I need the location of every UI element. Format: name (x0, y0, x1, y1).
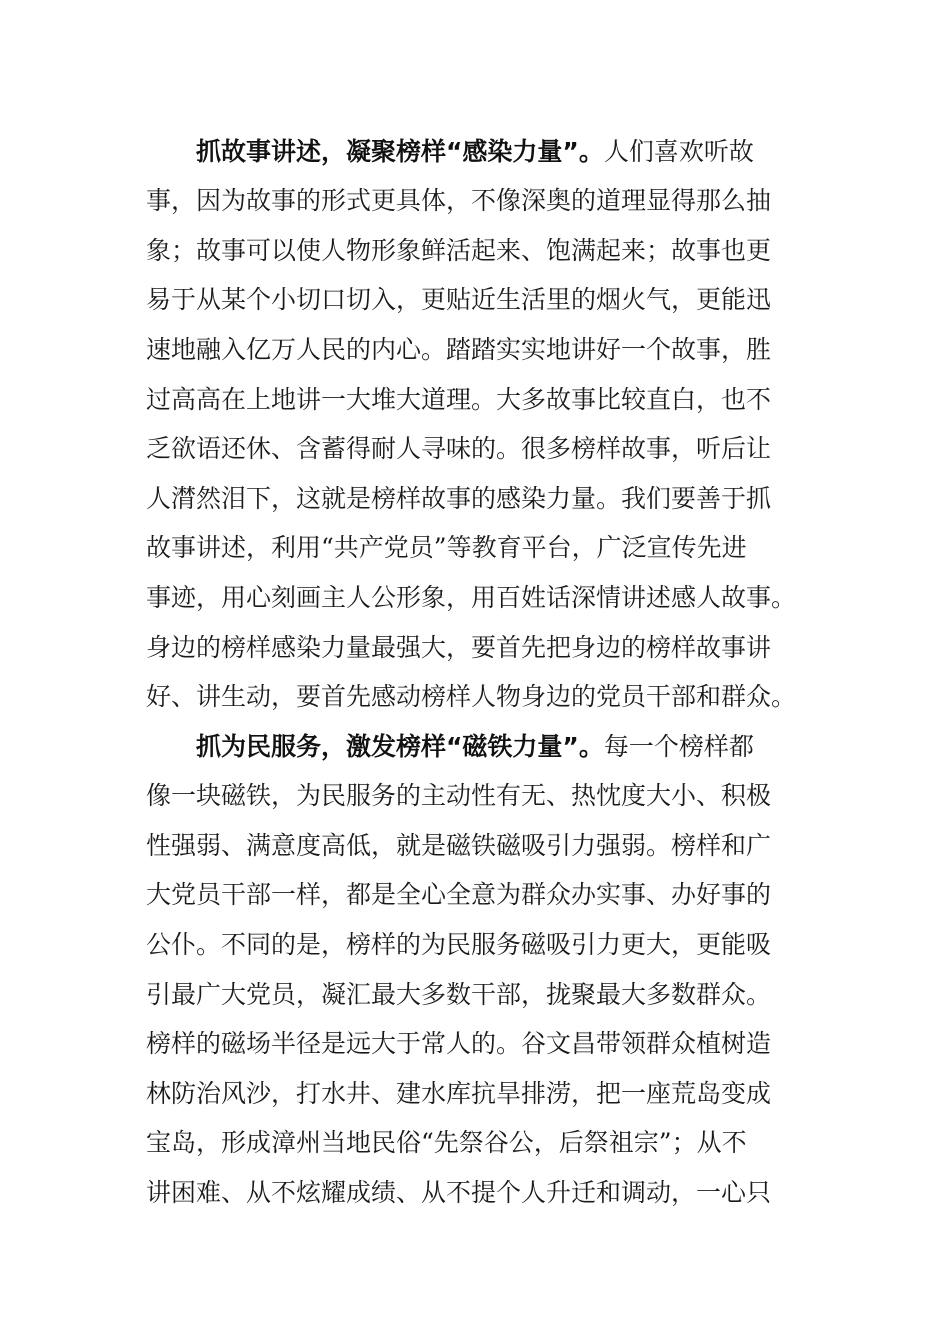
paragraph-2-line-10: 讲困难、从不炫耀成绩、从不提个人升迁和调动，一心只 (146, 1178, 772, 1207)
paragraph-1-line-9: 故事讲述，利用“共产党员”等教育平台，广泛宣传先进 (146, 533, 747, 562)
paragraph-2-heading: 抓为民服务，激发榜样“磁铁力量”。 (196, 732, 604, 761)
paragraph-1-line-8: 人潸然泪下，这就是榜样故事的感染力量。我们要善于抓 (146, 484, 772, 513)
paragraph-1-line-3: 象；故事可以使人物形象鲜活起来、饱满起来；故事也更 (146, 236, 772, 265)
paragraph-2-line-9: 宝岛，形成漳州当地民俗“先祭谷公，后祭祖宗”；从不 (146, 1128, 747, 1157)
paragraph-1-line-11: 身边的榜样感染力量最强大，要首先把身边的榜样故事讲 (146, 633, 772, 662)
paragraph-2-line-6: 引最广大党员，凝汇最大多数干部，拢聚最大多数群众。 (146, 980, 772, 1009)
paragraph-1-line-12: 好、讲生动，要首先感动榜样人物身边的党员干部和群众。 (146, 682, 797, 711)
paragraph-1-line-10: 事迹，用心刻画主人公形象，用百姓话深情讲述感人故事。 (146, 583, 797, 612)
paragraph-2-line-7: 榜样的磁场半径是远大于常人的。谷文昌带领群众植树造 (146, 1029, 772, 1058)
paragraph-2-line-2: 像一块磁铁，为民服务的主动性有无、热忱度大小、积极 (146, 781, 772, 810)
paragraph-1-heading: 抓故事讲述，凝聚榜样“感染力量”。 (196, 137, 604, 166)
paragraph-2-text: 每一个榜样都 (603, 732, 754, 761)
paragraph-1-line-7: 乏欲语还休、含蓄得耐人寻味的。很多榜样故事，听后让 (146, 434, 772, 463)
paragraph-2-line-4: 大党员干部一样，都是全心全意为群众办实事、办好事的 (146, 880, 772, 909)
paragraph-2-line-8: 林防治风沙，打水井、建水库抗旱排涝，把一座荒岛变成 (146, 1079, 772, 1108)
paragraph-2-line-5: 公仆。不同的是，榜样的为民服务磁吸引力更大，更能吸 (146, 930, 772, 959)
paragraph-1-line-1 (196, 132, 806, 172)
paragraph-1-line-2: 事，因为故事的形式更具体，不像深奥的道理显得那么抽 (146, 186, 772, 215)
paragraph-2-line-1 (196, 727, 806, 767)
paragraph-1-text: 人们喜欢听故 (603, 137, 754, 166)
paragraph-1-line-4: 易于从某个小切口切入，更贴近生活里的烟火气，更能迅 (146, 285, 772, 314)
paragraph-1-line-6: 过高高在上地讲一大堆大道理。大多故事比较直白，也不 (146, 385, 772, 414)
paragraph-1-line-5: 速地融入亿万人民的内心。踏踏实实地讲好一个故事，胜 (146, 335, 772, 364)
paragraph-2-line-3: 性强弱、满意度高低，就是磁铁磁吸引力强弱。榜样和广 (146, 831, 772, 860)
